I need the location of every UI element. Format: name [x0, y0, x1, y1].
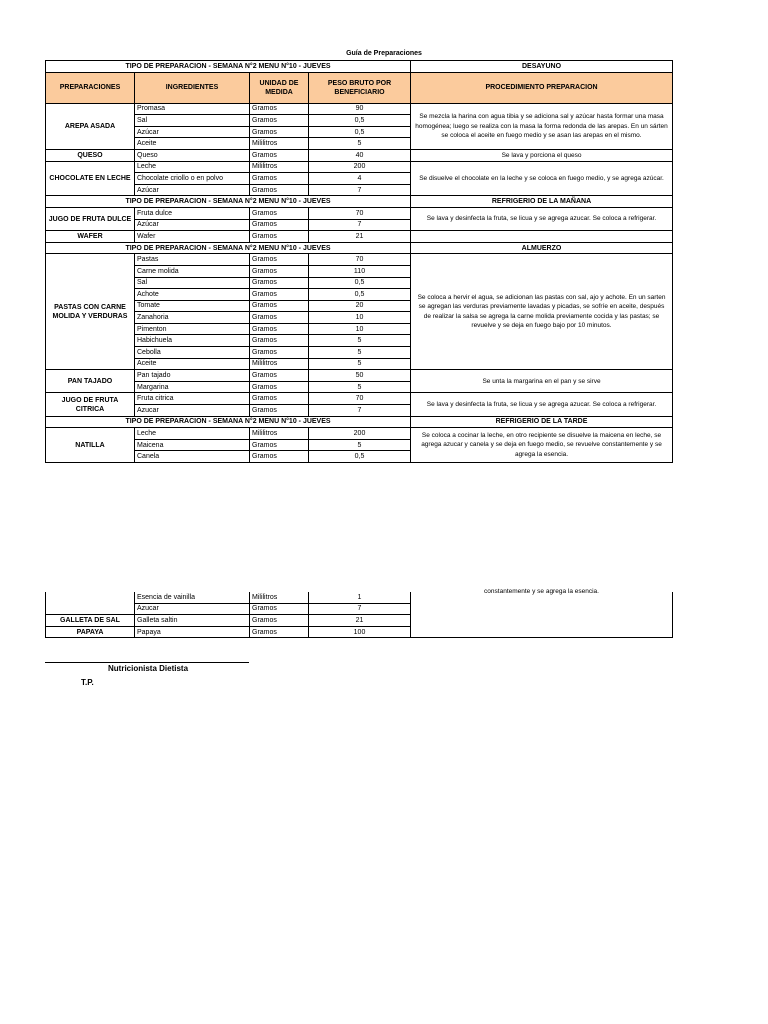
gross-weight: 0,5	[309, 289, 411, 301]
unit: Gramos	[250, 173, 309, 185]
ingredient: Achote	[135, 289, 250, 301]
ingredient: Zanahoria	[135, 312, 250, 324]
ingredient: Carne molida	[135, 265, 250, 277]
gross-weight: 100	[309, 626, 411, 638]
gross-weight: 90	[309, 103, 411, 115]
unit: Gramos	[250, 126, 309, 138]
section-header-row	[46, 242, 673, 254]
unit: Mililitros	[250, 428, 309, 440]
gross-weight: 4	[309, 173, 411, 185]
unit: Gramos	[250, 381, 309, 393]
table-row	[46, 428, 673, 440]
ingredient: Canela	[135, 451, 250, 463]
signature-line	[45, 662, 249, 663]
gross-weight: 110	[309, 265, 411, 277]
column-header-ingredientes: INGREDIENTES	[135, 72, 250, 103]
gross-weight: 70	[309, 254, 411, 266]
document-title: Guía de Preparaciones	[346, 50, 422, 57]
unit: Gramos	[250, 603, 309, 615]
ingredient: Pan tajado	[135, 370, 250, 382]
table-row	[46, 207, 673, 219]
table-row	[46, 254, 673, 266]
unit: Mililitros	[250, 592, 309, 603]
ingredient: Galleta saltin	[135, 615, 250, 627]
gross-weight: 1	[309, 592, 411, 603]
unit: Gramos	[250, 231, 309, 243]
table-row	[46, 103, 673, 115]
ingredient: Queso	[135, 149, 250, 161]
preparation-name: NATILLA	[46, 428, 135, 463]
ingredient: Aceite	[135, 138, 250, 150]
gross-weight: 50	[309, 370, 411, 382]
ingredient: Tomate	[135, 300, 250, 312]
unit: Gramos	[250, 289, 309, 301]
unit: Gramos	[250, 265, 309, 277]
ingredient: Sal	[135, 277, 250, 289]
gross-weight: 7	[309, 219, 411, 231]
section-title: TIPO DE PREPARACION - SEMANA N°2 MENU N°10 - JUEVES	[46, 196, 411, 208]
unit: Mililitros	[250, 161, 309, 173]
gross-weight: 200	[309, 428, 411, 440]
section-title: TIPO DE PREPARACION - SEMANA N°2 MENU N°10 - JUEVES	[46, 416, 411, 428]
procedure-text: Se mezcla la harina con agua tibia y se adiciona sal y azúcar hasta formar una masa homogénea; luego se realiza con la masa la forma redonda de las arepas. En un sárten se coloca el aceite en fuego medio y se asan las arepas en el mismo.	[411, 103, 673, 149]
ingredient: Aceite	[135, 358, 250, 370]
unit: Gramos	[250, 103, 309, 115]
unit: Gramos	[250, 323, 309, 335]
ingredient: Pastas	[135, 254, 250, 266]
preparation-name: QUESO	[46, 149, 135, 161]
meal-title: REFRIGERIO DE LA MAÑANA	[411, 196, 673, 208]
unit: Gramos	[250, 219, 309, 231]
procedure-text: Se coloca a cocinar la leche, en otro recipiente se disuelve la maicena en leche, se agrega azucar y canela y se deja en fuego medio, se revuelve constantemente y se agrega la esencia.	[411, 428, 673, 463]
gross-weight: 10	[309, 312, 411, 324]
preparation-name: PASTAS CON CARNE MOLIDA Y VERDURAS	[46, 254, 135, 370]
menu-table-page-1	[45, 60, 673, 488]
ingredient: Chocolate criollo o en polvo	[135, 173, 250, 185]
unit: Gramos	[250, 312, 309, 324]
procedure-text: Se lava y desinfecta la fruta, se licua y se agrega azucar. Se coloca a refrigerar.	[411, 207, 673, 230]
preparation-name: PAN TAJADO	[46, 370, 135, 393]
column-header-peso: PESO BRUTO POR BENEFICIARIO	[309, 72, 411, 103]
gross-weight: 0,5	[309, 277, 411, 289]
unit: Gramos	[250, 300, 309, 312]
gross-weight: 5	[309, 138, 411, 150]
ingredient: Azúcar	[135, 184, 250, 196]
gross-weight: 0,5	[309, 451, 411, 463]
preparations-table-continued	[45, 592, 673, 638]
ingredient: Maicena	[135, 439, 250, 451]
ingredient: Fruta dulce	[135, 207, 250, 219]
gross-weight: 20	[309, 300, 411, 312]
preparation-name: JUGO DE FRUTA CITRICA	[46, 393, 135, 416]
unit: Gramos	[250, 115, 309, 127]
gross-weight: 7	[309, 603, 411, 615]
meal-title: ALMUERZO	[411, 242, 673, 254]
procedure-text: Se lava y porciona el queso	[411, 149, 673, 161]
section-title: TIPO DE PREPARACION - SEMANA N°2 MENU N°10 - JUEVES	[46, 61, 411, 73]
column-header-unidad: UNIDAD DE MEDIDA	[250, 72, 309, 103]
ingredient: Margarina	[135, 381, 250, 393]
unit: Gramos	[250, 439, 309, 451]
preparation-name: GALLETA DE SAL	[46, 615, 135, 627]
unit: Gramos	[250, 405, 309, 417]
gross-weight: 70	[309, 393, 411, 405]
unit: Gramos	[250, 207, 309, 219]
ingredient: Azucar	[135, 603, 250, 615]
column-header-preparaciones: PREPARACIONES	[46, 72, 135, 103]
gross-weight: 21	[309, 615, 411, 627]
table-row	[46, 161, 673, 173]
gross-weight: 5	[309, 381, 411, 393]
unit: Gramos	[250, 149, 309, 161]
unit: Gramos	[250, 184, 309, 196]
unit: Gramos	[250, 254, 309, 266]
gross-weight: 10	[309, 323, 411, 335]
ingredient: Habichuela	[135, 335, 250, 347]
ingredient: Azucar	[135, 405, 250, 417]
section-header-row	[46, 416, 673, 428]
ingredient: Fruta citrica	[135, 393, 250, 405]
section-header-row	[46, 196, 673, 208]
table-row	[46, 370, 673, 382]
gross-weight: 7	[309, 184, 411, 196]
gross-weight: 7	[309, 405, 411, 417]
unit: Gramos	[250, 626, 309, 638]
procedure-text: Se disuelve el chocolate en la leche y se coloca en fuego medio, y se agrega azúcar.	[411, 161, 673, 196]
preparation-name	[46, 592, 135, 615]
unit: Gramos	[250, 615, 309, 627]
preparation-name: JUGO DE FRUTA DULCE	[46, 207, 135, 230]
column-header-procedimiento: PROCEDIMIENTO PREPARACION	[411, 72, 673, 103]
procedure-text: Se coloca a hervir el agua, se adicionan las pastas con sal, ajo y achote. En un sarten se agregan las verduras previamente lavadas y picadas, se sofríe en aceite, después de realizar la salsa se agrega la carne molida previamente cocida y las pastas; se revuelve y se deja en fuego bajo por 10 minutos.	[411, 254, 673, 370]
gross-weight: 21	[309, 231, 411, 243]
gross-weight: 5	[309, 439, 411, 451]
section-title: TIPO DE PREPARACION - SEMANA N°2 MENU N°10 - JUEVES	[46, 242, 411, 254]
ingredient: Azúcar	[135, 219, 250, 231]
unit: Gramos	[250, 277, 309, 289]
table-row	[46, 231, 673, 243]
procedure-text	[411, 231, 673, 243]
signature-title: Nutricionista Dietista	[108, 664, 189, 673]
procedure-continuation-text: constantemente y se agrega la esencia.	[484, 588, 599, 595]
preparation-name: CHOCOLATE EN LECHE	[46, 161, 135, 196]
gross-weight: 70	[309, 207, 411, 219]
table-row	[46, 393, 673, 405]
procedure-text: Se lava y desinfecta la fruta, se licua y se agrega azucar. Se coloca a refrigerar.	[411, 393, 673, 416]
gross-weight: 40	[309, 149, 411, 161]
unit: Gramos	[250, 393, 309, 405]
ingredient: Leche	[135, 161, 250, 173]
gross-weight: 0,5	[309, 126, 411, 138]
unit: Gramos	[250, 370, 309, 382]
meal-title: DESAYUNO	[411, 61, 673, 73]
section-header-row	[46, 61, 673, 73]
preparations-table	[45, 60, 673, 463]
gross-weight: 0,5	[309, 115, 411, 127]
preparation-name: PAPAYA	[46, 626, 135, 638]
ingredient: Azúcar	[135, 126, 250, 138]
preparation-name: AREPA ASADA	[46, 103, 135, 149]
ingredient: Leche	[135, 428, 250, 440]
table-row	[46, 149, 673, 161]
ingredient: Papaya	[135, 626, 250, 638]
unit: Mililitros	[250, 138, 309, 150]
preparation-name: WAFER	[46, 231, 135, 243]
table-row	[46, 592, 673, 603]
ingredient: Sal	[135, 115, 250, 127]
gross-weight: 5	[309, 358, 411, 370]
column-header-row	[46, 72, 673, 103]
ingredient: Pimenton	[135, 323, 250, 335]
unit: Mililitros	[250, 358, 309, 370]
ingredient: Cebolla	[135, 347, 250, 359]
gross-weight: 5	[309, 335, 411, 347]
gross-weight: 5	[309, 347, 411, 359]
procedure-text: Se unta la margarina en el pan y se sirve	[411, 370, 673, 393]
signature-tp: T.P.	[81, 678, 94, 687]
unit: Gramos	[250, 347, 309, 359]
meal-title: REFRIGERIO DE LA TARDE	[411, 416, 673, 428]
unit: Gramos	[250, 335, 309, 347]
unit: Gramos	[250, 451, 309, 463]
ingredient: Wafer	[135, 231, 250, 243]
gross-weight: 200	[309, 161, 411, 173]
procedure-text	[411, 592, 673, 638]
ingredient: Esencia de vainilla	[135, 592, 250, 603]
ingredient: Promasa	[135, 103, 250, 115]
